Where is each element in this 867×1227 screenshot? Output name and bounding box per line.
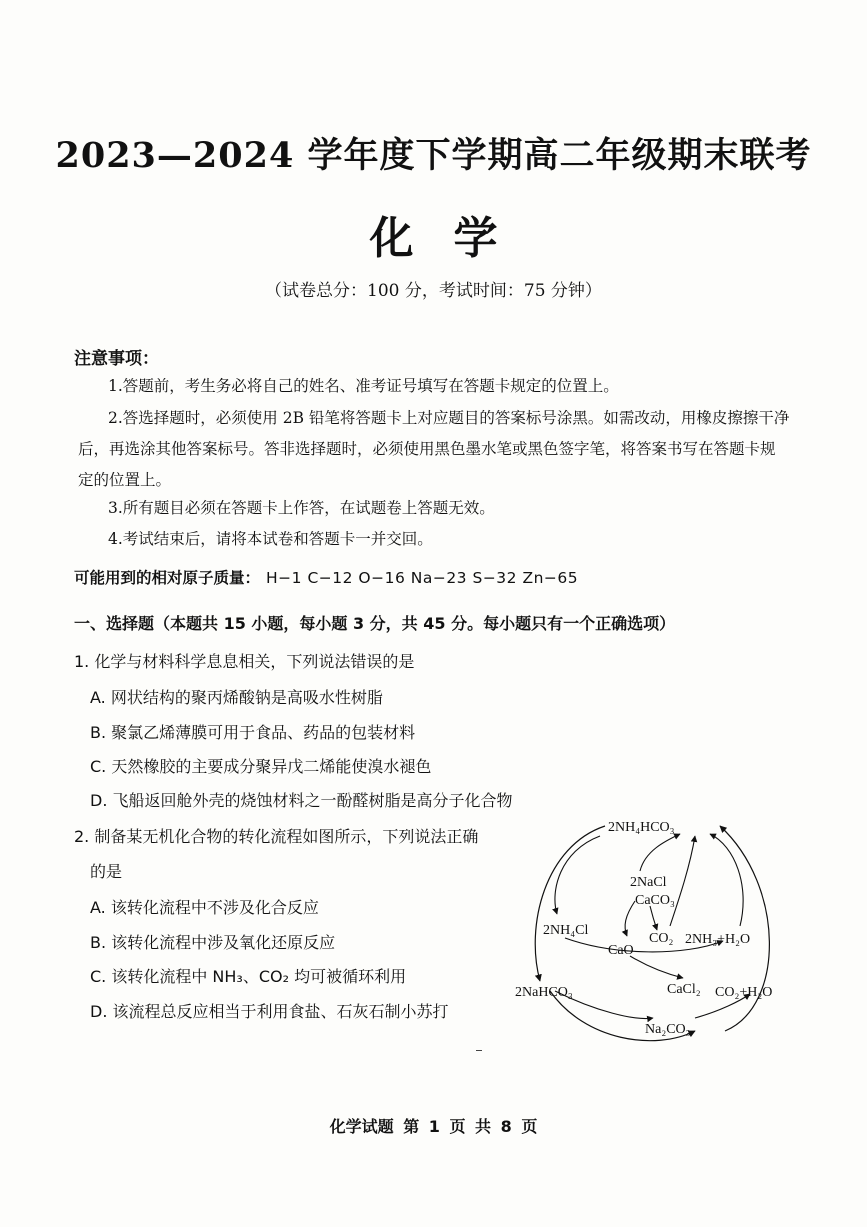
node-2nh4cl: 2NH₄Cl [543,923,589,938]
notice-item-1: 1.答题前，考生务必将自己的姓名、准考证号填写在答题卡规定的位置上。 [108,377,619,395]
arrow-co2-to-nh4hco3 [670,836,695,926]
question-2-option-a: A. 该转化流程中不涉及化合反应 [90,898,319,917]
subject-title: 化学 [369,213,538,264]
atomic-masses-label: 可能用到的相对原子质量： [74,569,261,587]
arrow-nh4hco3-to-nh4cl [555,836,600,914]
conversion-flow-diagram [505,806,805,1056]
page-footer: 化学试题 第 1 页 共 8 页 [329,1117,538,1136]
question-2-option-b: B. 该转化流程中涉及氧化还原反应 [90,933,336,952]
node-na2co3: Na₂CO₃ [645,1022,691,1037]
notice-item-4: 4.考试结束后，请将本试卷和答题卡一并交回。 [108,530,433,548]
question-2-stem-line1: 2. 制备某无机化合物的转化流程如图所示，下列说法正确 [74,827,479,846]
arrow-caco3-to-co2 [650,906,657,930]
question-1-stem: 1. 化学与材料科学息息相关，下列说法错误的是 [74,652,415,671]
node-co2: CO₂ [649,931,674,946]
question-2-option-d: D. 该流程总反应相当于利用食盐、石灰石制小苏打 [90,1002,449,1021]
node-2nahco3: 2NaHCO₃ [515,985,573,1000]
notice-item-3: 3.所有题目必须在答题卡上作答，在试题卷上答题无效。 [108,499,495,517]
arrow-outer-right [720,826,769,1031]
atomic-masses-values: H−1 C−12 O−16 Na−23 S−32 Zn−65 [266,569,579,587]
exam-title: 2023—2024 学年度下学期高二年级期末联考 [55,135,812,176]
node-2nh3-h2o: 2NH₃+H₂O [685,932,751,947]
arrow-caco3-to-cao [625,901,635,936]
node-co2-h2o: CO₂+H₂O [715,985,773,1000]
notice-item-2: 2.答选择题时，必须使用 2B 铅笔将答题卡上对应题目的答案标号涂黑。如需改动，用橡皮擦擦干净后，再选涂其他答案标号。答非选择题时，必须使用黑色墨水笔或黑色签字笔，将答案书写在答题卡规定的位置上。 [78,409,790,489]
divider-mark [476,1050,482,1051]
arrow-nacl-to-nh4hco3 [640,834,680,871]
notice-heading: 注意事项： [74,349,159,369]
node-2nh4hco3: 2NH₄HCO₃ [608,820,675,835]
arrow-nh3-to-nh4hco3 [710,834,743,926]
question-2-stem-line2: 的是 [90,862,123,881]
atomic-masses [74,566,578,588]
exam-info: （试卷总分：100 分，考试时间：75 分钟） [265,281,602,301]
question-1-option-a: A. 网状结构的聚丙烯酸钠是高吸水性树脂 [90,688,383,707]
node-cacl2: CaCl₂ [667,982,701,997]
question-1-option-b: B. 聚氯乙烯薄膜可用于食品、药品的包装材料 [90,723,416,742]
section-header: 一、选择题（本题共 15 小题，每小题 3 分，共 45 分。每小题只有一个正确选项） [74,614,676,633]
arrow-cao-to-cacl2 [630,956,683,978]
question-1-option-c: C. 天然橡胶的主要成分聚异戊二烯能使溴水褪色 [90,757,432,776]
node-cao: CaO [608,943,634,958]
node-2nacl: 2NaCl [630,875,667,890]
arrow-outer-left [535,826,605,981]
node-caco3: CaCO₃ [635,893,675,908]
question-1-option-d: D. 飞船返回舱外壳的烧蚀材料之一酚醛树脂是高分子化合物 [90,791,513,810]
question-2-option-c: C. 该转化流程中 NH₃、CO₂ 均可被循环利用 [90,967,407,986]
